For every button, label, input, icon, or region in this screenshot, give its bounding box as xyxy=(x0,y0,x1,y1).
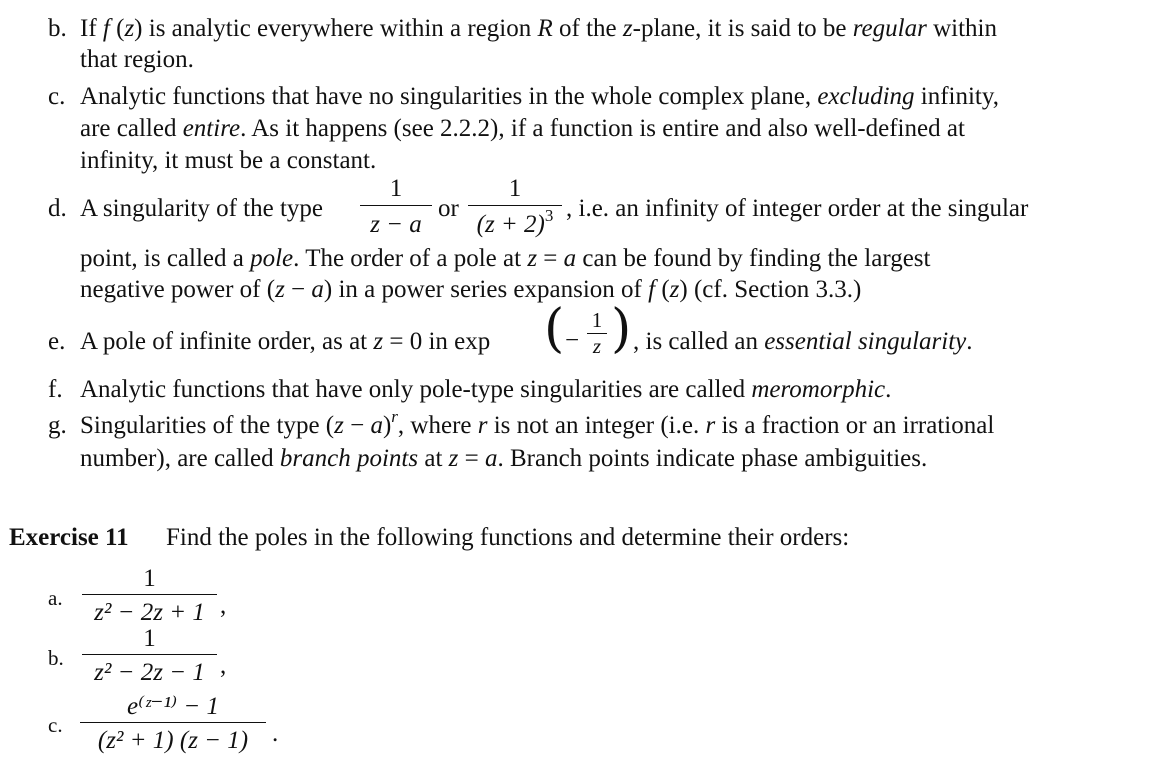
item-f-line-1: Analytic functions that have only pole-type singularities are called meromorphic. xyxy=(80,376,892,403)
item-e-left-paren: ( xyxy=(544,299,565,359)
exercise-part-c-punct: . xyxy=(272,720,279,747)
item-d-fraction-1: 1 z − a xyxy=(360,176,432,237)
exercise-part-b-punct: , xyxy=(220,652,227,679)
exercise-heading: Exercise 11 xyxy=(9,524,129,551)
item-e-label: e. xyxy=(48,328,66,355)
item-c-line-2: are called entire. As it happens (see 2.2.2), if a function is entire and also well-defined at xyxy=(80,115,965,142)
item-e-fraction: 1 z xyxy=(587,310,607,357)
exercise-part-a-label: a. xyxy=(48,586,63,610)
item-c-line-3: infinity, it must be a constant. xyxy=(80,147,377,174)
exercise-part-a-punct: , xyxy=(220,592,227,619)
item-b-label: b. xyxy=(48,15,67,42)
exercise-part-b-label: b. xyxy=(48,646,64,670)
item-d-line-2: point, is called a pole. The order of a pole at z = a can be found by finding the largest xyxy=(80,245,931,272)
item-d-text-before: A singularity of the type xyxy=(80,195,324,222)
item-d-text-after: , i.e. an infinity of integer order at the singular xyxy=(566,195,1029,222)
item-d-fraction-2: 1 $(z + 2)^3$ xyxy=(468,176,562,237)
item-g-line-1: Singularities of the type $(z - a)^r$, where r is not an integer (i.e. r is a fraction or an irrational xyxy=(80,407,995,439)
exercise-part-c-label: c. xyxy=(48,713,63,737)
item-e-text-after: , is called an essential singularity. xyxy=(633,328,973,355)
item-g-line-2: number), are called branch points at z = a. Branch points indicate phase ambiguities. xyxy=(80,445,928,472)
exercise-part-c-fraction: e⁽ᶻ⁻¹⁾ − 1 (z² + 1) (z − 1) xyxy=(80,694,266,753)
item-b-line-1: If f (z) is analytic everywhere within a region R of the z-plane, it is said to be regular within xyxy=(80,15,997,42)
item-g-label: g. xyxy=(48,412,67,439)
exercise-part-b-fraction: 1 z² − 2z − 1 xyxy=(82,626,217,685)
item-e-text-before: A pole of infinite order, as at z = 0 in exp xyxy=(80,328,491,355)
item-d-label: d. xyxy=(48,195,67,222)
item-d-or: or xyxy=(438,195,459,222)
item-d-line-3: negative power of (z − a) in a power series expansion of f (z) (cf. Section 3.3.) xyxy=(80,276,862,303)
item-b-line-2: that region. xyxy=(80,46,194,73)
item-f-label: f. xyxy=(48,376,63,403)
item-e-minus-sign: − xyxy=(565,327,580,354)
exercise-part-a-fraction: 1 z² − 2z + 1 xyxy=(82,566,217,625)
exercise-prompt: Find the poles in the following functions and determine their orders: xyxy=(166,524,850,551)
item-e-right-paren: ) xyxy=(611,299,632,359)
item-c-line-1: Analytic functions that have no singularities in the whole complex plane, excluding infinity, xyxy=(80,83,1000,110)
item-c-label: c. xyxy=(48,83,66,110)
